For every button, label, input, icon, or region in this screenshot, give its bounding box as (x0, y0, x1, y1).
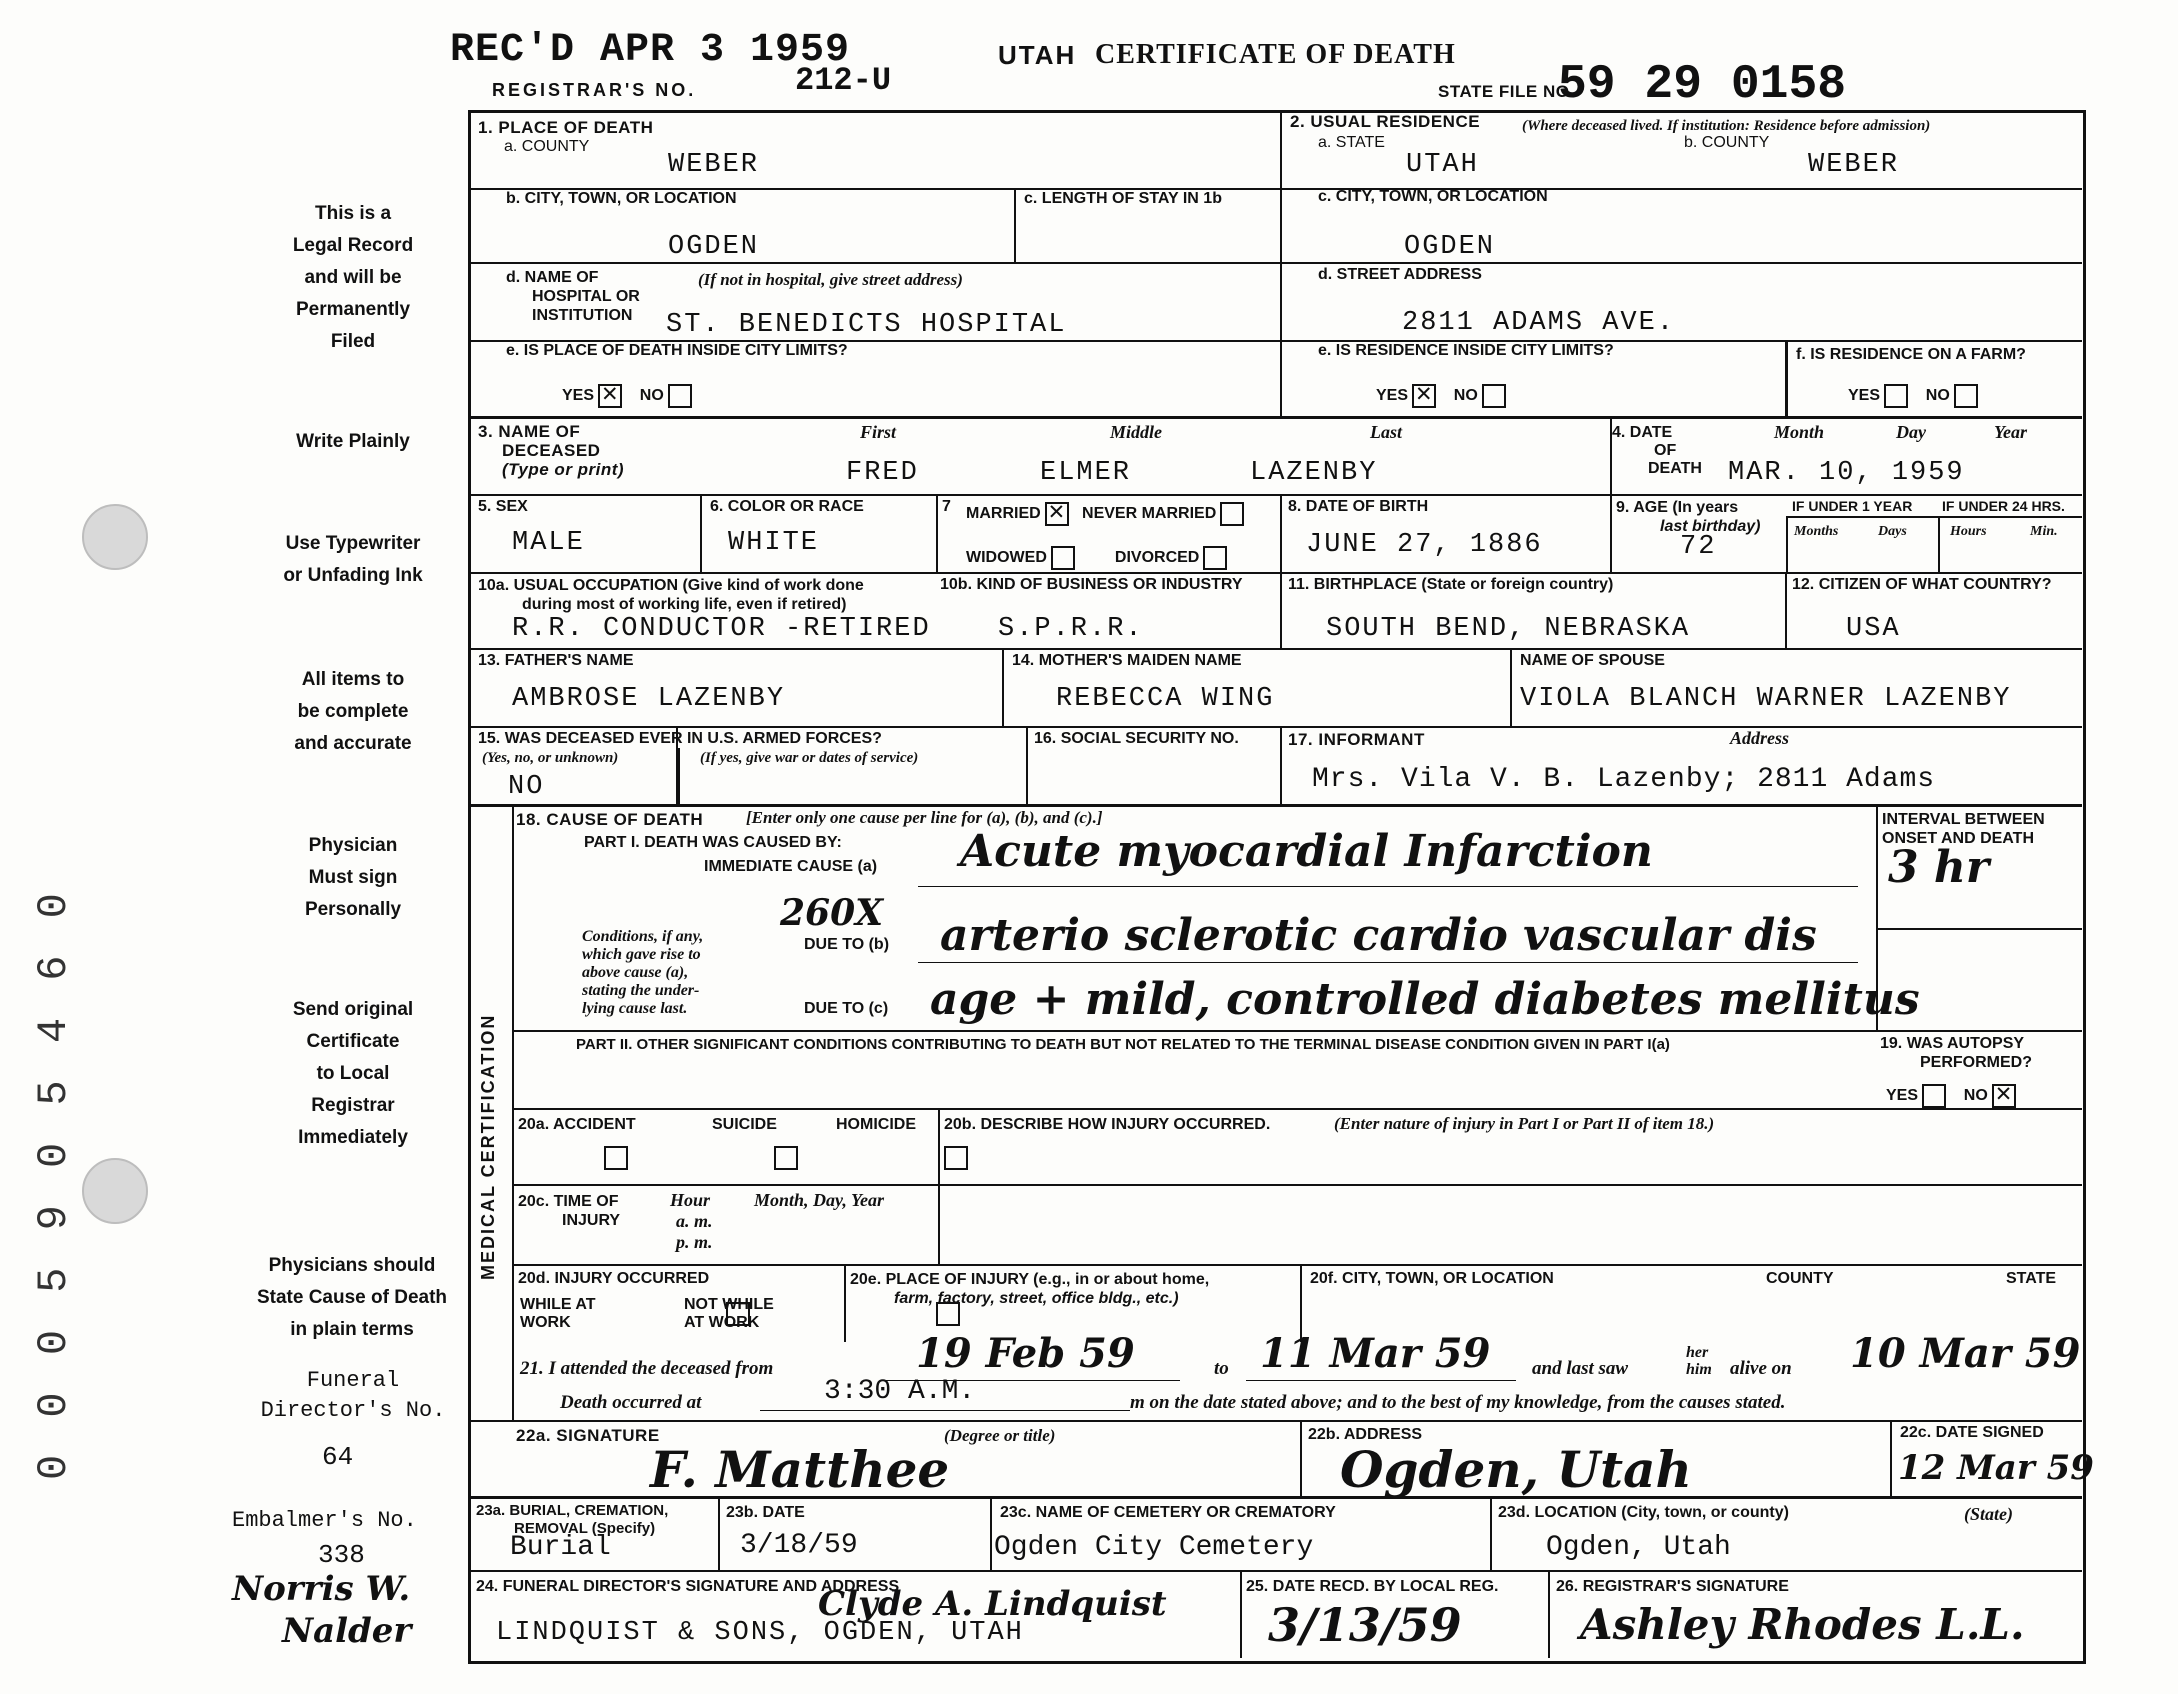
cemetery: Ogden City Cemetery (994, 1532, 1314, 1563)
her-him: her him (1686, 1344, 1712, 1378)
burial-date-label: 23b. DATE (726, 1504, 805, 1521)
title-state: UTAH (998, 40, 1077, 70)
date-of-death: MAR. 10, 1959 (1728, 458, 1965, 488)
attended-to: 11 Mar 59 (1260, 1330, 1491, 1377)
last-saw-text: and last saw (1532, 1358, 1629, 1379)
mother-name: REBECCA WING (1056, 684, 1275, 714)
not-while-label: NOT WHILE AT WORK (684, 1296, 774, 1331)
sidebar-all-items: All items to be complete and accurate (294, 669, 412, 754)
mother-label: 14. MOTHER'S MAIDEN NAME (1012, 652, 1242, 669)
vertical-serial-number: 0 0 0 5 9 0 5 4 6 0 (30, 887, 78, 1480)
last-name: LAZENBY (1250, 458, 1378, 488)
birthplace: SOUTH BEND, NEBRASKA (1326, 614, 1691, 644)
homicide-checkbox[interactable] (944, 1146, 968, 1170)
homicide-label: HOMICIDE (836, 1116, 916, 1133)
farm-yes-checkbox[interactable] (1884, 384, 1908, 408)
stay-label: c. LENGTH OF STAY IN 1b (1024, 190, 1222, 207)
attended-text: 21. I attended the deceased from (520, 1358, 774, 1379)
marital-married: MARRIED✕ NEVER MARRIED (966, 502, 1244, 526)
farm-checkboxes: YES NO (1848, 384, 1978, 408)
physician-signature: F. Matthee (650, 1440, 950, 1499)
injury-desc-label: 20b. DESCRIBE HOW INJURY OCCURRED. (944, 1116, 1271, 1133)
res-inside-city-no-checkbox[interactable] (1482, 384, 1506, 408)
statement-text: m on the date stated above; and to the best of my knowledge, from the causes stated. (1130, 1392, 1786, 1413)
under-year-label: IF UNDER 1 YEAR (1792, 498, 1913, 514)
res-state: UTAH (1406, 150, 1479, 180)
inside-city-checkboxes: YES✕ NO (562, 384, 692, 408)
immediate-label: IMMEDIATE CAUSE (a) (704, 858, 878, 875)
marital-no: 7 (942, 498, 951, 515)
age-label: 9. AGE (In years last birthday) (1616, 499, 1761, 535)
funeral-director-no: 64 (322, 1442, 354, 1472)
place-of-death-label: 1. PLACE OF DEATH (478, 118, 654, 137)
sidebar-write-plainly: Write Plainly (296, 431, 410, 452)
to-word: to (1214, 1358, 1229, 1379)
business-label: 10b. KIND OF BUSINESS OR INDUSTRY (940, 576, 1243, 593)
hospital-label: d. NAME OF HOSPITAL OR INSTITUTION (506, 269, 640, 324)
state-file-number: 59 29 0158 (1558, 58, 1847, 112)
due-c-label: DUE TO (c) (804, 1000, 889, 1017)
director-label: 24. FUNERAL DIRECTOR'S SIGNATURE AND ADDRESS (476, 1578, 900, 1595)
recd-date: 3/13/59 (1268, 1598, 1462, 1652)
autopsy-label: 19. WAS AUTOPSY PERFORMED? (1880, 1035, 2032, 1071)
res-inside-city-checkboxes: YES✕ NO (1376, 384, 1506, 408)
inside-city-yes-checkbox[interactable] (598, 384, 622, 408)
birth-date: JUNE 27, 1886 (1306, 530, 1543, 560)
punch-hole-top (82, 504, 148, 570)
burial-date: 3/18/59 (740, 1530, 858, 1561)
interval-label: INTERVAL BETWEEN ONSET AND DEATH (1882, 811, 2045, 847)
recd-label: 25. DATE RECD. BY LOCAL REG. (1246, 1578, 1499, 1595)
res-county-label: b. COUNTY (1684, 134, 1770, 151)
days-label: Days (1878, 524, 1907, 539)
occurred-at-text: Death occurred at (560, 1392, 702, 1413)
burial-label: 23a. BURIAL, CREMATION, REMOVAL (Specify) (476, 1502, 669, 1537)
mdy-label: Month, Day, Year (754, 1190, 885, 1210)
residence-note: (Where deceased lived. If institution: Residence before admission) (1522, 118, 1931, 134)
occupation: R.R. CONDUCTOR -RETIRED (512, 614, 931, 644)
informant: Mrs. Vila V. B. Lazenby; 2811 Adams (1312, 764, 1936, 795)
residence-label: 2. USUAL RESIDENCE (1290, 112, 1481, 131)
sex-label: 5. SEX (478, 498, 528, 515)
disease-code: 260X (780, 892, 884, 934)
sidebar-physician-sign: Physician Must sign Personally (304, 835, 402, 920)
res-street: 2811 ADAMS AVE. (1402, 308, 1676, 338)
part2-label: PART II. OTHER SIGNIFICANT CONDITIONS CONTRIBUTING TO DEATH BUT NOT RELATED TO THE TERMINAL DISEASE CONDITION GIVEN IN PART I(a) (576, 1036, 1670, 1053)
hospital-note: (If not in hospital, give street address) (698, 270, 963, 289)
accident-checkbox[interactable] (604, 1146, 628, 1170)
day-label: Day (1896, 422, 1926, 442)
degree-label: (Degree or title) (944, 1426, 1056, 1445)
spouse-name: VIOLA BLANCH WARNER LAZENBY (1520, 684, 2012, 714)
res-inside-city-yes-checkbox[interactable] (1412, 384, 1436, 408)
autopsy-checkboxes: YES NO✕ (1886, 1084, 2016, 1108)
autopsy-yes-checkbox[interactable] (1922, 1084, 1946, 1108)
received-stamp: REC'D APR 3 1959 (450, 28, 851, 73)
address-label: Address (1730, 728, 1790, 748)
due-b-label: DUE TO (b) (804, 936, 890, 953)
while-at-work-label: WHILE AT WORK (520, 1296, 596, 1331)
due-b-cause: arterio sclerotic cardio vascular dis (940, 910, 1817, 961)
armed-value: NO (508, 772, 545, 802)
injury-desc-note: (Enter nature of injury in Part I or Part II of item 18.) (1334, 1114, 1715, 1133)
inside-city-label: e. IS PLACE OF DEATH INSIDE CITY LIMITS? (506, 342, 848, 359)
suicide-label: SUICIDE (712, 1116, 777, 1133)
date-signed: 12 Mar 59 (1898, 1448, 2094, 1488)
funeral-director-label: Funeral Director's No. (260, 1368, 446, 1423)
sidebar-send-original: Send original Certificate to Local Registrar Immediately (292, 999, 414, 1148)
sidebar-typewriter: Use Typewriter or Unfading Ink (283, 533, 423, 586)
time-injury-label: 20c. TIME OF INJURY (518, 1193, 621, 1229)
months-label: Months (1794, 524, 1839, 539)
death-city: OGDEN (668, 232, 760, 262)
physician-address: Ogden, Utah (1340, 1440, 1692, 1499)
father-name: AMBROSE LAZENBY (512, 684, 786, 714)
citizen: USA (1846, 614, 1901, 644)
place-injury-label: 20e. PLACE OF INJURY (e.g., in or about home, farm, factory, street, office bldg., etc.) (850, 1271, 1210, 1307)
occupation-label: 10a. USUAL OCCUPATION (Give kind of work done during most of working life, even if retired) (478, 577, 864, 613)
injury-occurred-label: 20d. INJURY OCCURRED (518, 1270, 710, 1287)
accident-label: 20a. ACCIDENT (518, 1116, 636, 1133)
res-city: OGDEN (1404, 232, 1496, 262)
min-label: Min. (2030, 524, 2058, 539)
registrar-signature: Ashley Rhodes L.L. (1580, 1600, 2025, 1649)
marital-widowed: WIDOWED DIVORCED (966, 546, 1227, 570)
attended-from: 19 Feb 59 (916, 1330, 1135, 1377)
res-county: WEBER (1808, 150, 1900, 180)
hour-label: Hour a. m. p. m. (670, 1190, 713, 1252)
death-time: 3:30 A.M. (824, 1376, 976, 1407)
cause-label: 18. CAUSE OF DEATH (516, 810, 704, 829)
autopsy-no-checkbox[interactable] (1992, 1084, 2016, 1108)
suicide-checkbox[interactable] (774, 1146, 798, 1170)
page-title: CERTIFICATE OF DEATH (1095, 39, 1456, 70)
director-signature: Clyde A. Lindquist (818, 1584, 1167, 1624)
registrar-sig-label: 26. REGISTRAR'S SIGNATURE (1556, 1578, 1789, 1595)
divorced-checkbox[interactable] (1203, 546, 1227, 570)
ssn-label: 16. SOCIAL SECURITY NO. (1034, 730, 1239, 747)
burial-location: Ogden, Utah (1546, 1532, 1731, 1563)
embalmer-no: 338 (318, 1540, 365, 1570)
punch-hole-bottom (82, 1158, 148, 1224)
alive-on-text: alive on (1730, 1358, 1792, 1379)
interval-value: 3 hr (1888, 842, 1990, 893)
injury-state-label: STATE (2006, 1270, 2057, 1287)
race-label: 6. COLOR OR RACE (710, 498, 864, 515)
business: S.P.R.R. (998, 614, 1144, 644)
location-label: 23d. LOCATION (City, town, or county) (1498, 1504, 1789, 1521)
farm-no-checkbox[interactable] (1954, 384, 1978, 408)
signature-label: 22a. SIGNATURE (516, 1426, 660, 1445)
armed-label: 15. WAS DECEASED EVER IN U.S. ARMED FORCES? (478, 730, 882, 747)
registrar-no-label: REGISTRAR'S NO. (492, 80, 697, 100)
location-state-label: (State) (1964, 1504, 2013, 1524)
res-inside-city-label: e. IS RESIDENCE INSIDE CITY LIMITS? (1318, 342, 1614, 359)
birthplace-label: 11. BIRTHPLACE (State or foreign country) (1288, 576, 1614, 593)
married-checkbox[interactable] (1045, 502, 1069, 526)
first-label: First (860, 422, 897, 442)
injury-city-label: 20f. CITY, TOWN, OR LOCATION (1310, 1270, 1554, 1287)
hours-label: Hours (1950, 524, 1987, 539)
res-city-label: c. CITY, TOWN, OR LOCATION (1318, 188, 1548, 205)
county-label: a. COUNTY (504, 138, 590, 155)
month-label: Month (1774, 422, 1825, 442)
sex: MALE (512, 528, 585, 558)
citizen-label: 12. CITIZEN OF WHAT COUNTRY? (1792, 576, 2052, 593)
race: WHITE (728, 528, 820, 558)
farm-label: f. IS RESIDENCE ON A FARM? (1796, 346, 2026, 363)
inside-city-no-checkbox[interactable] (668, 384, 692, 408)
age: 72 (1680, 532, 1717, 562)
conditions-note: Conditions, if any, which gave rise to above cause (a), stating the under- lying cause last. (582, 928, 704, 1017)
hospital-name: ST. BENEDICTS HOSPITAL (666, 310, 1067, 340)
cause-note: [Enter only one cause per line for (a), (b), and (c).] (746, 808, 1103, 827)
due-c-cause: age + mild, controlled diabetes mellitus (930, 974, 1920, 1025)
date-signed-label: 22c. DATE SIGNED (1900, 1424, 2044, 1441)
res-state-label: a. STATE (1318, 134, 1385, 151)
immediate-cause: Acute myocardial Infarction (960, 826, 1653, 877)
street-label: d. STREET ADDRESS (1318, 266, 1482, 283)
medical-certification-label: MEDICAL CERTIFICATION (478, 1013, 498, 1280)
informant-label: 17. INFORMANT (1288, 730, 1425, 749)
embalmer-label: Embalmer's No. (232, 1508, 417, 1533)
birth-label: 8. DATE OF BIRTH (1288, 498, 1429, 515)
never-married-checkbox[interactable] (1220, 502, 1244, 526)
city-label: b. CITY, TOWN, OR LOCATION (506, 190, 737, 207)
first-name: FRED (846, 458, 919, 488)
spouse-label: NAME OF SPOUSE (1520, 652, 1665, 669)
armed-sub1: (Yes, no, or unknown) (482, 750, 619, 766)
sidebar-legal-record: This is a Legal Record and will be Permanently Filed (292, 203, 414, 352)
death-county: WEBER (668, 150, 760, 180)
year-label: Year (1994, 422, 2027, 442)
cemetery-label: 23c. NAME OF CEMETERY OR CREMATORY (1000, 1504, 1336, 1521)
name-label: 3. NAME OF DECEASED (Type or print) (478, 422, 625, 479)
state-file-label: STATE FILE NO. (1438, 82, 1575, 101)
widowed-checkbox[interactable] (1051, 546, 1075, 570)
funeral-director: LINDQUIST & SONS, OGDEN, UTAH (496, 1618, 1024, 1648)
sidebar-physicians-state: Physicians should State Cause of Death in plain terms (256, 1255, 448, 1340)
embalmer-signature: Norris W. Nalder (232, 1569, 412, 1651)
last-label: Last (1370, 422, 1403, 442)
sig-address-label: 22b. ADDRESS (1308, 1426, 1423, 1443)
injury-county-label: COUNTY (1766, 1270, 1834, 1287)
middle-name: ELMER (1040, 458, 1132, 488)
armed-sub2: (If yes, give war or dates of service) (700, 750, 919, 766)
burial-type: Burial (510, 1532, 611, 1563)
under-24-label: IF UNDER 24 HRS. (1942, 498, 2065, 514)
alive-date: 10 Mar 59 (1850, 1330, 2081, 1377)
middle-label: Middle (1110, 422, 1162, 442)
father-label: 13. FATHER'S NAME (478, 652, 634, 669)
registrar-no: 212-U (795, 62, 892, 99)
death-date-label: 4. DATE OF DEATH (1612, 424, 1702, 477)
part1-label: PART I. DEATH WAS CAUSED BY: (584, 834, 842, 851)
